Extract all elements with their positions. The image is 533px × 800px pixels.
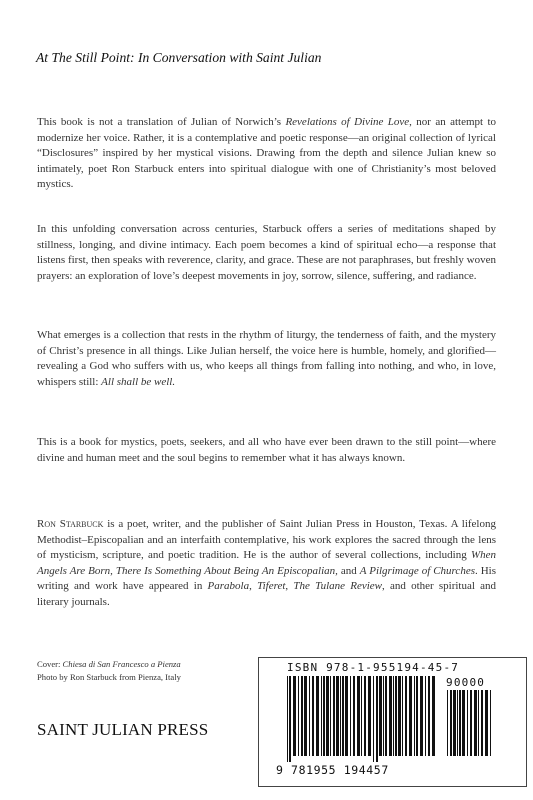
p1-text-start: This book is not a translation of Julian of Norwich’s [37,116,286,128]
cover-credits [37,658,181,684]
bio-separator-1: , [249,580,258,593]
cover-label: Cover: [37,659,63,669]
description-paragraph-1 [37,115,496,193]
description-paragraph-4: This is a book for mystics, poets, seekers, and all who have ever been drawn to the still point—where divine and human meet and the soul begins to remember what it has always known. [37,436,496,464]
journal-parabola: Parabola [207,580,250,593]
publisher-name: SAINT JULIAN PRESS [37,720,209,739]
journal-tulane-review: The Tulane Review [293,580,383,593]
bio-text-2: and [337,564,360,577]
cover-title: Chiesa di San Francesco a Pienza [62,659,181,669]
photo-credit-line: Photo by Ron Starbuck from Pienza, Italy [37,672,181,682]
description-paragraph-2: In this unfolding conversation across centuries, Starbuck offers a series of meditations shaped by stillness, longing, and divine intimacy. Each poem becomes a kind of spiritual echo—a response that listens first, then speaks with reverence, clarity, and grace. These are not paraphrases, but freshly woven prayers: an exploration of love’s deepest movements in joy, sorrow, silence, suffering, and radiance. [37,223,496,282]
price-code-label: 90000 [446,676,486,689]
author-bio [37,517,496,611]
p1-text-end: , nor an attempt to modernize her voice. Rather, it is a contemplative and poetic response—an original collection of lyrical “Disclosures” inspired by her mystical visions. Drawing from the depth and silence Julian knew so intimately, poet Ron Starbuck enters into spiritual dialogue with one of Christianity’s most beloved mystics. [37,116,496,191]
bio-text-1: is a poet, writer, and the publisher of Saint Julian Press in Houston, Texas. A lifelong Methodist–Episcopalian and an interfaith contemplative, his work explores the sacred through the lens of mysticism, scripture, and poetic tradition. He is the author of several collections, including [37,518,496,562]
cover-credit-line [37,658,181,671]
isbn-label: ISBN 978-1-955194-45-7 [287,661,460,674]
author-name: Ron Starbuck [37,518,104,530]
bio-book-titles: When Angels Are Born, There Is Something About Being An Episcopalian, [37,549,496,577]
p3-quote: All shall be well. [101,375,176,388]
bio-text-3: . His writing and work have appeared in [37,564,496,593]
barcode-digits: 9 781955 194457 [276,763,389,777]
addon-barcode-bars [447,690,495,762]
description-paragraph-3 [37,328,496,390]
bio-separator-2: , [285,580,294,593]
book-title: At The Still Point: In Conversation with Saint Julian [36,50,322,65]
journal-tiferet: Tiferet [257,580,286,593]
bio-text-4: , and other spiritual and literary journals. [37,580,497,608]
p1-book-reference: Revelations of Divine Love [285,116,410,128]
isbn-barcode [258,657,527,787]
p3-text: What emerges is a collection that rests in the rhythm of liturgy, the tenderness of faith, and the mystery of Christ’s presence in all things. Like Julian herself, the voice here is humble, homely, and glorified—revealing a God who suffers with us, who keeps all things from falling into nothing, and who, in love, whispers still: [37,329,496,388]
bio-book-title-pilgrimage: A Pilgrimage of Churches [359,564,475,577]
barcode-bars [287,676,437,762]
